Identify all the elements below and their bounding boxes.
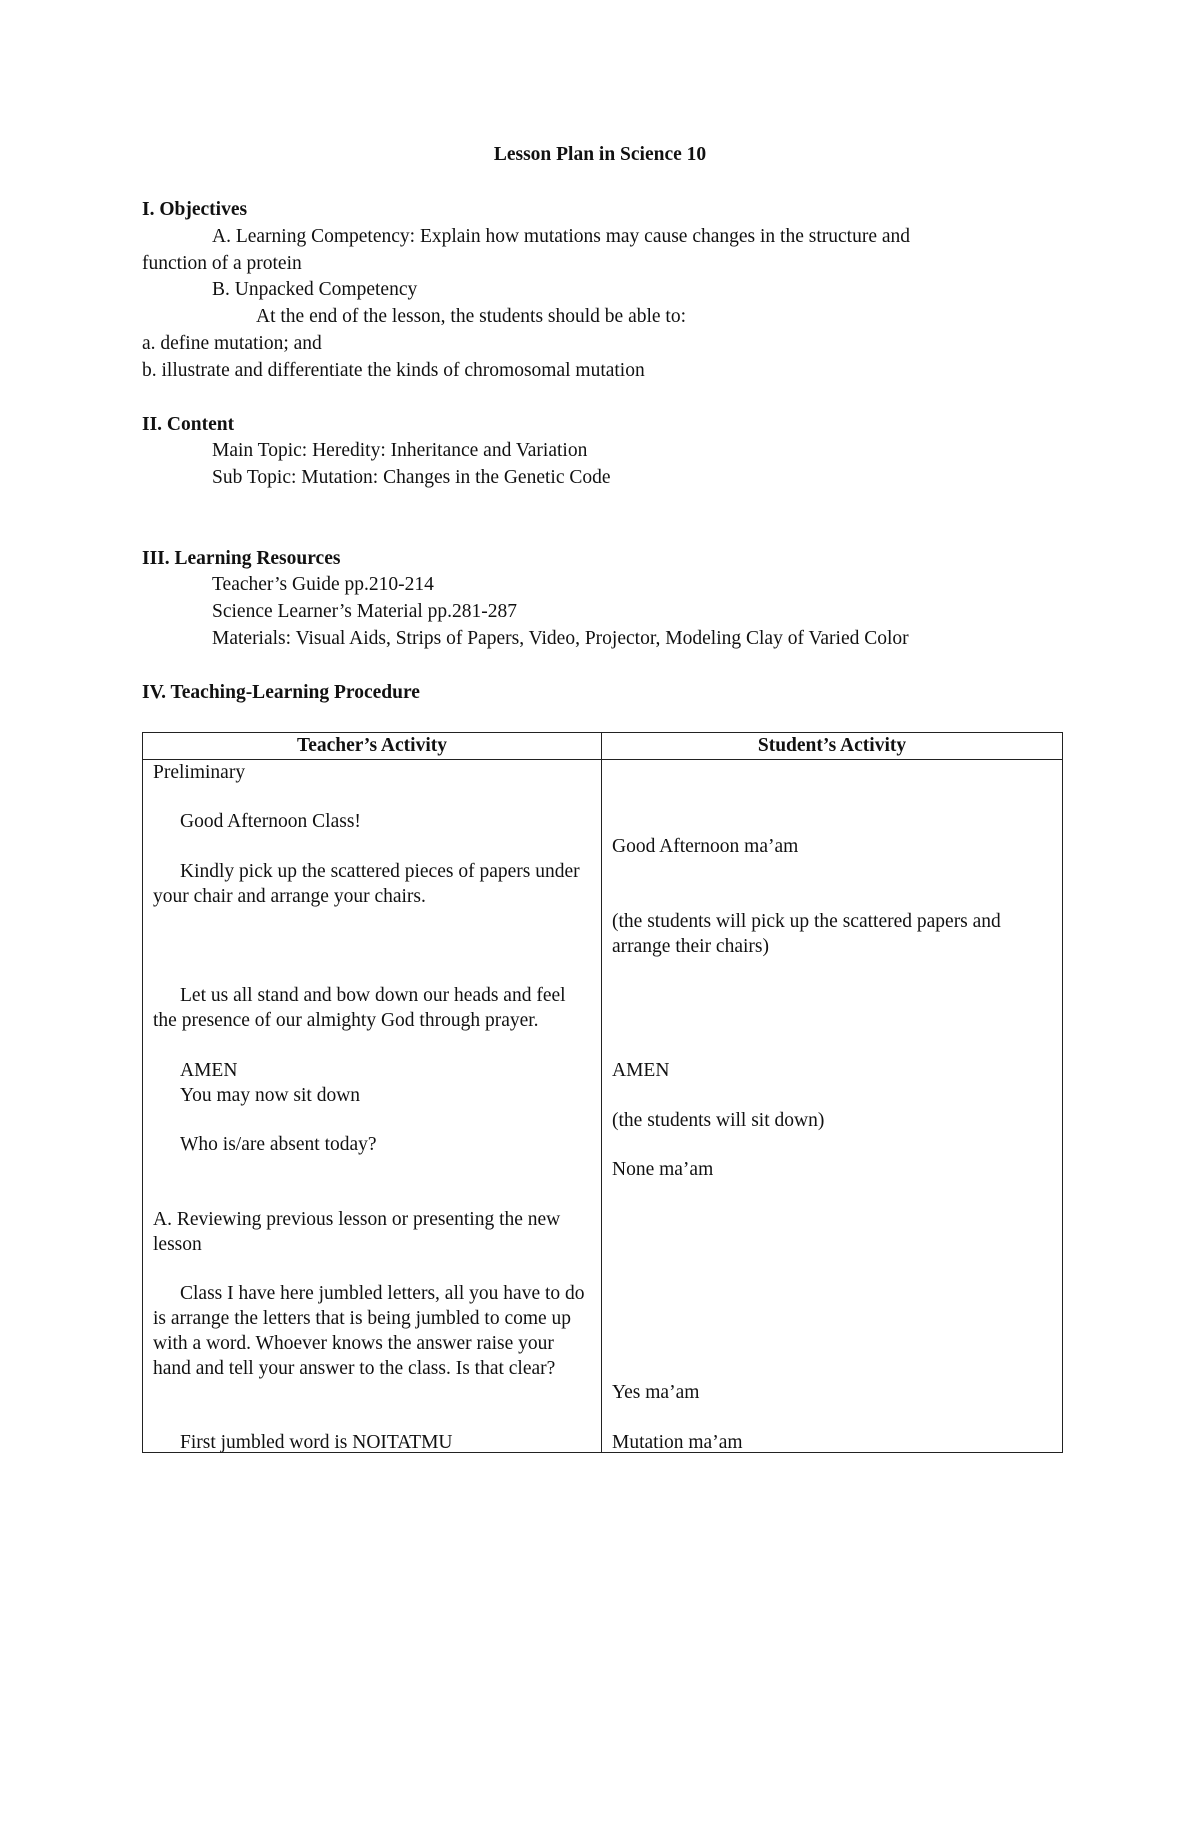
teacher-amen: AMEN [180, 1060, 238, 1081]
main-topic: Main Topic: Heredity: Inheritance and Variation [212, 440, 588, 461]
resource-item: Teacher’s Guide pp.210-214 [212, 574, 434, 595]
student-none: None ma’am [612, 1159, 714, 1180]
objective-item-a: a. define mutation; and [142, 333, 322, 354]
resource-item: Science Learner’s Material pp.281-287 [212, 601, 518, 622]
teacher-jumbled-intro: Class I have here jumbled letters, all you have to do is arrange the letters that is being jumbled to come up with a word. Whoever knows the answer raise your hand and tell your answer to the class. Is that clear? [153, 1283, 585, 1379]
objectives-intro: At the end of the lesson, the students should be able to: [256, 306, 687, 327]
teacher-review: A. Reviewing previous lesson or presenting the new lesson [153, 1209, 561, 1255]
resource-item: Materials: Visual Aids, Strips of Papers, Video, Projector, Modeling Clay of Varied Color [212, 628, 909, 649]
teacher-sit: You may now sit down [180, 1085, 361, 1106]
student-amen: AMEN [612, 1060, 670, 1081]
resources-heading: III. Learning Resources [142, 548, 341, 569]
teacher-activity-cell [143, 760, 602, 1453]
learning-competency-continued: function of a protein [142, 253, 302, 274]
table-header-row [143, 733, 1063, 760]
teacher-absent: Who is/are absent today? [180, 1134, 377, 1155]
student-mutation: Mutation ma’am [612, 1432, 743, 1453]
sub-topic: Sub Topic: Mutation: Changes in the Genetic Code [212, 467, 611, 488]
document-title: Lesson Plan in Science 10 [493, 144, 707, 165]
teacher-preliminary: Preliminary [153, 762, 246, 783]
student-yes: Yes ma’am [612, 1382, 700, 1403]
table-row [143, 760, 1063, 1453]
objectives-heading: I. Objectives [142, 199, 248, 220]
student-pick-up: (the students will pick up the scattered papers and arrange their chairs) [612, 911, 1001, 957]
procedure-table [142, 732, 1063, 1453]
teacher-first-word: First jumbled word is NOITATMU [180, 1432, 453, 1453]
teacher-prayer: Let us all stand and bow down our heads and feel the presence of our almighty God through prayer. [153, 985, 566, 1031]
student-activity-cell [602, 760, 1063, 1453]
student-sit: (the students will sit down) [612, 1110, 825, 1131]
teacher-greeting: Good Afternoon Class! [180, 811, 361, 832]
learning-competency: A. Learning Competency: Explain how mutations may cause changes in the structure and [212, 226, 911, 247]
teacher-activity-header: Teacher’s Activity [143, 733, 602, 760]
student-greeting: Good Afternoon ma’am [612, 836, 799, 857]
objective-item-b: b. illustrate and differentiate the kinds of chromosomal mutation [142, 360, 645, 381]
unpacked-competency: B. Unpacked Competency [212, 279, 418, 300]
teacher-pick-up: Kindly pick up the scattered pieces of papers under your chair and arrange your chairs. [153, 861, 580, 907]
student-activity-header: Student’s Activity [602, 733, 1063, 760]
content-heading: II. Content [142, 414, 235, 435]
procedure-heading: IV. Teaching-Learning Procedure [142, 682, 420, 703]
